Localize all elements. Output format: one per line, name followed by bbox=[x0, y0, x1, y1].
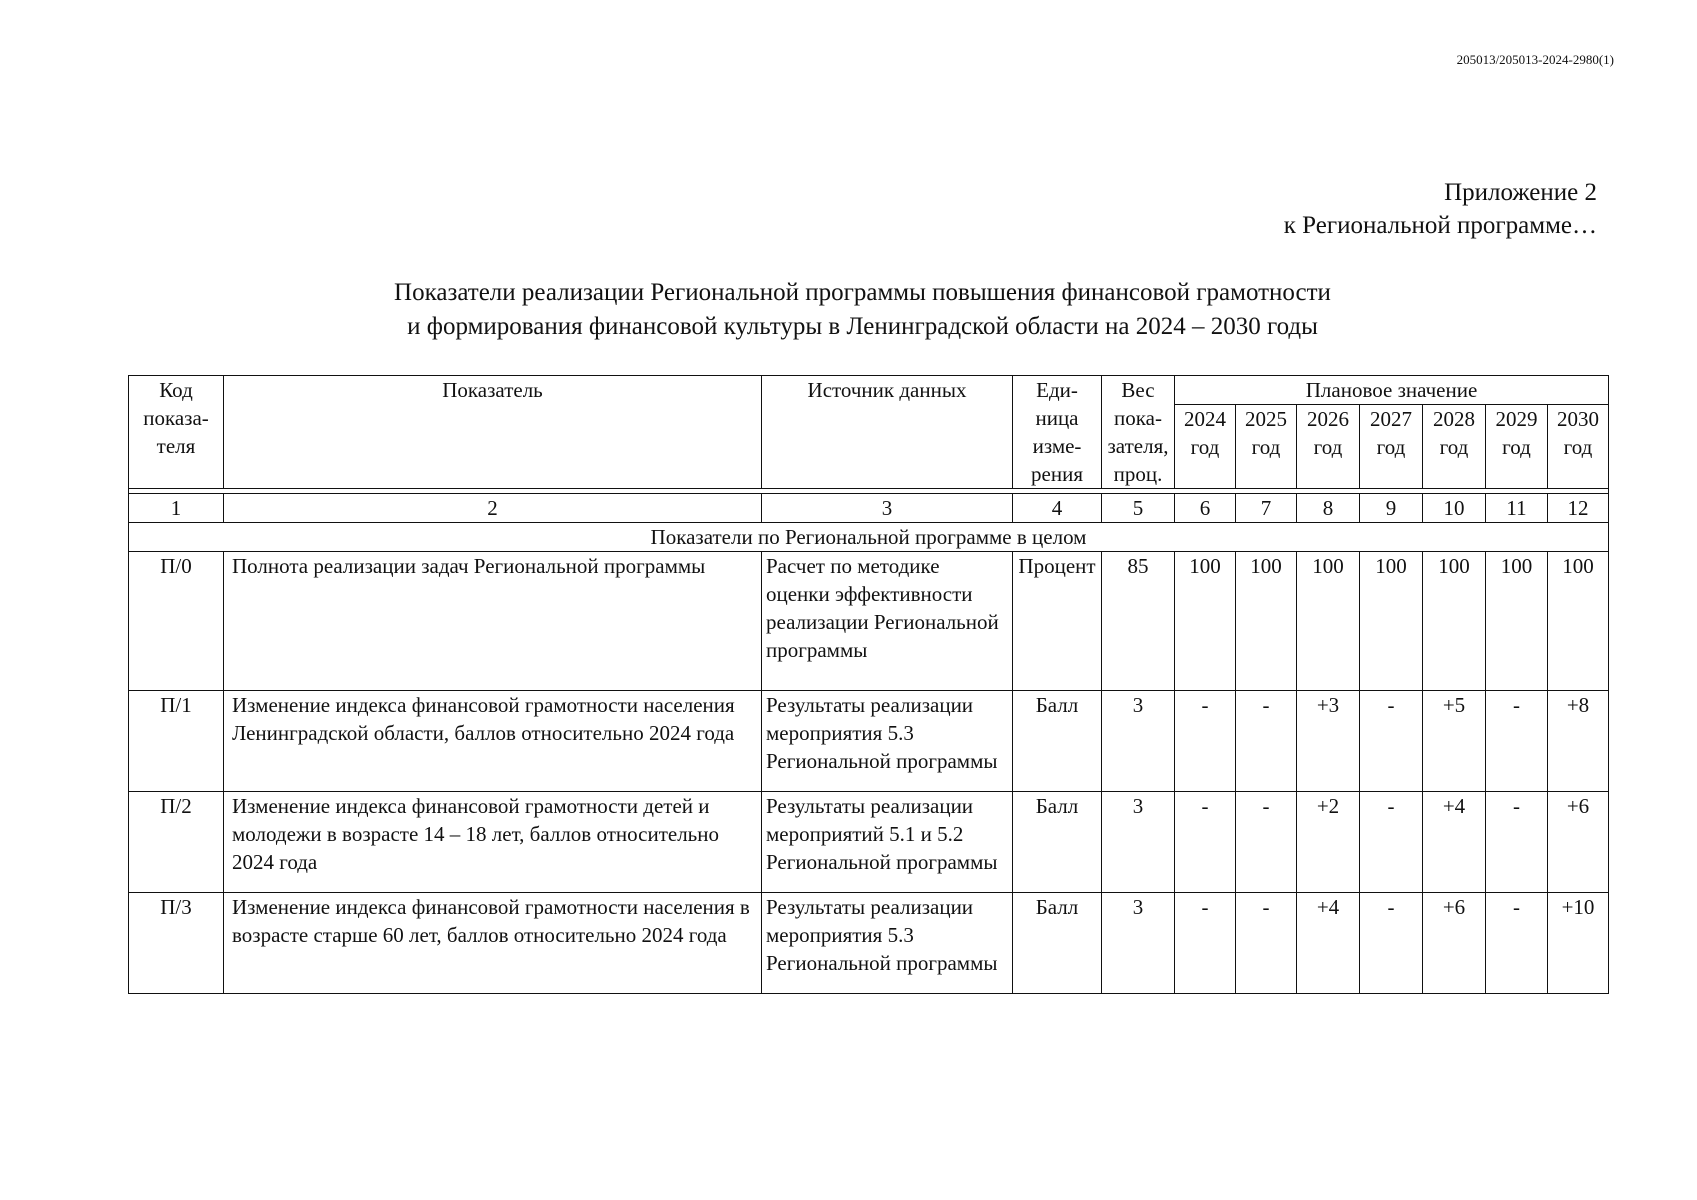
weight: 3 bbox=[1102, 691, 1175, 792]
column-number: 11 bbox=[1486, 494, 1548, 523]
weight: 3 bbox=[1102, 792, 1175, 893]
value-2028: +4 bbox=[1423, 792, 1486, 893]
column-number: 12 bbox=[1548, 494, 1609, 523]
table-row bbox=[129, 552, 1609, 691]
header-year-2028: 2028 год bbox=[1423, 405, 1486, 489]
value-2029: - bbox=[1486, 893, 1548, 994]
header-year-2030: 2030 год bbox=[1548, 405, 1609, 489]
header-source: Источник данных bbox=[762, 376, 1013, 489]
column-number: 9 bbox=[1360, 494, 1423, 523]
section-row bbox=[129, 523, 1609, 552]
header-row bbox=[129, 376, 1609, 405]
header-weight: Вес пока- зателя, проц. bbox=[1102, 376, 1175, 489]
value-2029: - bbox=[1486, 691, 1548, 792]
document-title bbox=[0, 276, 1697, 344]
unit: Процент bbox=[1013, 552, 1102, 691]
value-2024: 100 bbox=[1175, 552, 1236, 691]
column-number: 2 bbox=[224, 494, 762, 523]
value-2030: +10 bbox=[1548, 893, 1609, 994]
value-2026: +4 bbox=[1297, 893, 1360, 994]
value-2027: - bbox=[1360, 893, 1423, 994]
column-number: 1 bbox=[129, 494, 224, 523]
unit: Балл bbox=[1013, 893, 1102, 994]
data-source: Результаты реализации мероприятия 5.3 Региональной программы bbox=[762, 691, 1013, 792]
value-2029: 100 bbox=[1486, 552, 1548, 691]
value-2029: - bbox=[1486, 792, 1548, 893]
data-source: Расчет по методике оценки эффективности реализации Региональной программы bbox=[762, 552, 1013, 691]
column-number: 7 bbox=[1236, 494, 1297, 523]
value-2027: 100 bbox=[1360, 552, 1423, 691]
header-year-2027: 2027 год bbox=[1360, 405, 1423, 489]
indicator-name: Полнота реализации задач Региональной программы bbox=[224, 552, 762, 691]
table-row bbox=[129, 691, 1609, 792]
header-unit: Еди- ница изме- рения bbox=[1013, 376, 1102, 489]
table-row bbox=[129, 893, 1609, 994]
indicator-code: П/0 bbox=[129, 552, 224, 691]
indicator-name: Изменение индекса финансовой грамотности детей и молодежи в возрасте 14 – 18 лет, баллов относительно 2024 года bbox=[224, 792, 762, 893]
header-indicator: Показатель bbox=[224, 376, 762, 489]
value-2030: 100 bbox=[1548, 552, 1609, 691]
unit: Балл bbox=[1013, 792, 1102, 893]
appendix-line-1: Приложение 2 bbox=[1444, 179, 1597, 206]
indicators-table bbox=[128, 375, 1609, 994]
indicator-name: Изменение индекса финансовой грамотности населения в возрасте старше 60 лет, баллов относительно 2024 года bbox=[224, 893, 762, 994]
weight: 3 bbox=[1102, 893, 1175, 994]
appendix-reference bbox=[1284, 176, 1597, 242]
header-year-2029: 2029 год bbox=[1486, 405, 1548, 489]
weight: 85 bbox=[1102, 552, 1175, 691]
value-2028: 100 bbox=[1423, 552, 1486, 691]
data-source: Результаты реализации мероприятия 5.3 Региональной программы bbox=[762, 893, 1013, 994]
indicator-code: П/3 bbox=[129, 893, 224, 994]
column-number: 4 bbox=[1013, 494, 1102, 523]
header-year-2025: 2025 год bbox=[1236, 405, 1297, 489]
unit: Балл bbox=[1013, 691, 1102, 792]
indicator-code: П/1 bbox=[129, 691, 224, 792]
column-number: 10 bbox=[1423, 494, 1486, 523]
title-line-1: Показатели реализации Региональной программы повышения финансовой грамотности bbox=[394, 279, 1331, 306]
column-number: 3 bbox=[762, 494, 1013, 523]
title-line-2: и формирования финансовой культуры в Ленинградской области на 2024 – 2030 годы bbox=[407, 313, 1318, 340]
data-source: Результаты реализации мероприятий 5.1 и 5.2 Региональной программы bbox=[762, 792, 1013, 893]
indicator-name: Изменение индекса финансовой грамотности населения Ленинградской области, баллов относительно 2024 года bbox=[224, 691, 762, 792]
indicator-code: П/2 bbox=[129, 792, 224, 893]
document-id: 205013/205013-2024-2980(1) bbox=[1456, 52, 1614, 67]
column-number: 6 bbox=[1175, 494, 1236, 523]
appendix-line-2: к Региональной программе… bbox=[1283, 212, 1597, 239]
value-2024: - bbox=[1175, 691, 1236, 792]
value-2025: - bbox=[1236, 691, 1297, 792]
value-2025: - bbox=[1236, 893, 1297, 994]
column-numbers-row bbox=[129, 494, 1609, 523]
value-2026: +3 bbox=[1297, 691, 1360, 792]
column-number: 5 bbox=[1102, 494, 1175, 523]
header-code: Код показа- теля bbox=[129, 376, 224, 489]
value-2025: - bbox=[1236, 792, 1297, 893]
value-2024: - bbox=[1175, 893, 1236, 994]
header-planned-value: Плановое значение bbox=[1175, 376, 1609, 405]
value-2028: +5 bbox=[1423, 691, 1486, 792]
column-number: 8 bbox=[1297, 494, 1360, 523]
value-2026: +2 bbox=[1297, 792, 1360, 893]
value-2025: 100 bbox=[1236, 552, 1297, 691]
value-2030: +6 bbox=[1548, 792, 1609, 893]
value-2024: - bbox=[1175, 792, 1236, 893]
value-2027: - bbox=[1360, 792, 1423, 893]
value-2028: +6 bbox=[1423, 893, 1486, 994]
table-row bbox=[129, 792, 1609, 893]
value-2026: 100 bbox=[1297, 552, 1360, 691]
value-2030: +8 bbox=[1548, 691, 1609, 792]
value-2027: - bbox=[1360, 691, 1423, 792]
section-title: Показатели по Региональной программе в целом bbox=[129, 523, 1609, 552]
header-year-2026: 2026 год bbox=[1297, 405, 1360, 489]
header-year-2024: 2024 год bbox=[1175, 405, 1236, 489]
